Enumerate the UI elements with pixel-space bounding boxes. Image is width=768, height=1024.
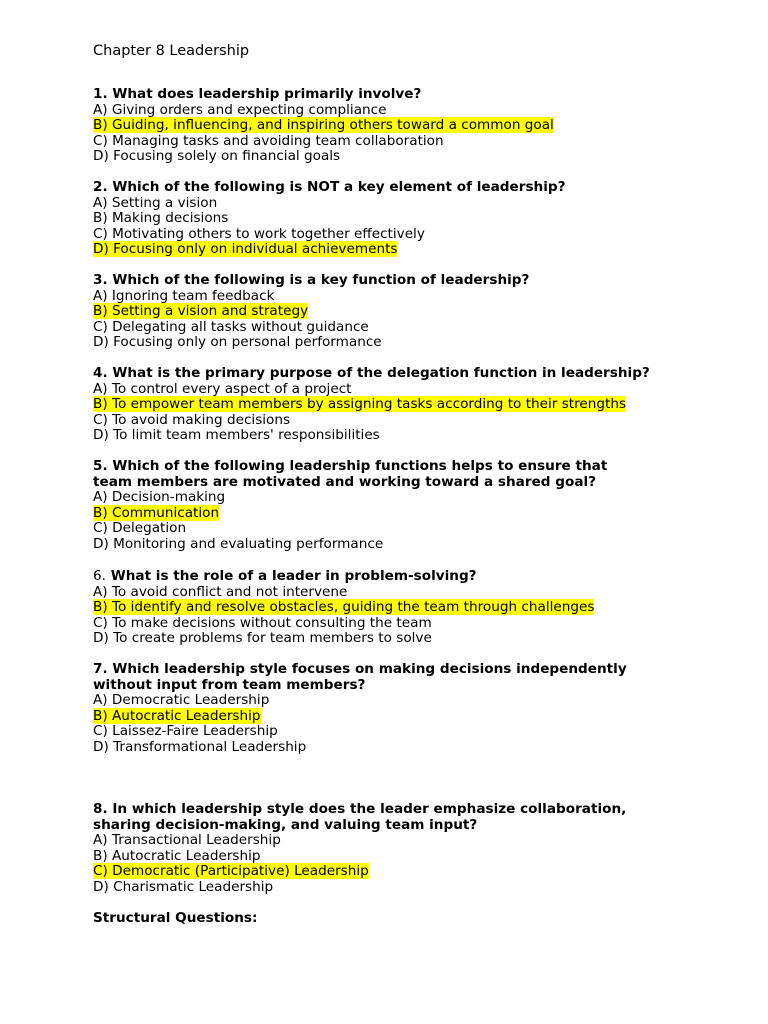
- answer-option: [93, 211, 713, 227]
- answer-option-text: A) Giving orders and expecting compliance: [93, 101, 387, 118]
- answer-option-highlighted: [93, 506, 713, 522]
- question-number: 5.: [93, 458, 108, 474]
- answer-option: [93, 693, 713, 709]
- answer-option-text: D) Focusing only on individual achievements: [93, 241, 398, 257]
- answer-option: [93, 196, 713, 212]
- answer-option-text: C) To make decisions without consulting the team: [93, 614, 432, 631]
- answer-option: [93, 616, 713, 632]
- answer-option-text: C) Motivating others to work together effectively: [93, 225, 425, 242]
- question-text: [93, 459, 713, 475]
- question-number: 3.: [93, 272, 108, 288]
- document-title: Chapter 8 Leadership: [93, 43, 250, 59]
- answer-option: [93, 103, 713, 119]
- answer-option: [93, 382, 713, 398]
- answer-option-text: D) To limit team members' responsibilities: [93, 427, 380, 443]
- question-4: [93, 366, 713, 444]
- question-text: [93, 273, 713, 289]
- answer-option-highlighted: [93, 118, 713, 134]
- answer-option-text: C) Laissez-Faire Leadership: [93, 723, 278, 739]
- question-5: [93, 459, 713, 552]
- question-text-line: What does leadership primarily involve?: [112, 86, 422, 102]
- question-8: [93, 802, 713, 895]
- question-text-line: What is the primary purpose of the delegation function in leadership?: [112, 365, 650, 381]
- answer-option-text: B) To identify and resolve obstacles, guiding the team through challenges: [93, 599, 595, 615]
- answer-option: [93, 849, 713, 865]
- question-text: [93, 569, 713, 585]
- answer-option: [93, 631, 713, 647]
- question-text: [93, 818, 713, 834]
- answer-option-text: A) To avoid conflict and not intervene: [93, 583, 348, 600]
- question-text-line: Which of the following is a key function of leadership?: [112, 272, 530, 288]
- answer-option: [93, 833, 713, 849]
- answer-option-text: C) Delegation: [93, 520, 187, 536]
- question-text: [93, 802, 713, 818]
- question-7: [93, 662, 713, 755]
- answer-option-highlighted: [93, 709, 713, 725]
- answer-option-text: D) Focusing only on personal performance: [93, 334, 382, 350]
- answer-option: [93, 724, 713, 740]
- answer-option: [93, 413, 713, 429]
- question-number: 8.: [93, 801, 108, 817]
- answer-option-text: D) Focusing solely on financial goals: [93, 148, 341, 164]
- answer-option-text: A) Decision-making: [93, 489, 226, 505]
- answer-option: [93, 428, 713, 444]
- answer-option: [93, 521, 713, 537]
- answer-option: [93, 134, 713, 150]
- question-text: [93, 475, 713, 491]
- question-number: 2.: [93, 179, 108, 195]
- question-number: 7.: [93, 661, 108, 677]
- answer-option: [93, 320, 713, 336]
- question-text-line: team members are motivated and working toward a shared goal?: [93, 473, 597, 490]
- question-text-line: Which of the following leadership functions helps to ensure that: [112, 458, 608, 474]
- question-text-line: What is the role of a leader in problem-solving?: [110, 568, 477, 584]
- answer-option: [93, 740, 713, 756]
- question-text: [93, 87, 713, 103]
- answer-option-text: C) Delegating all tasks without guidance: [93, 318, 369, 335]
- answer-option-highlighted: [93, 600, 713, 616]
- answer-option-text: B) To empower team members by assigning tasks according to their strengths: [93, 396, 627, 412]
- answer-option-text: A) Transactional Leadership: [93, 832, 281, 848]
- answer-option: [93, 289, 713, 305]
- question-text: [93, 662, 713, 678]
- answer-option-text: C) Managing tasks and avoiding team collaboration: [93, 132, 444, 149]
- answer-option-text: D) Monitoring and evaluating performance: [93, 535, 384, 552]
- answer-option-text: B) Making decisions: [93, 210, 229, 226]
- question-number: 6.: [93, 568, 106, 584]
- question-2: [93, 180, 713, 258]
- question-number: 4.: [93, 365, 108, 381]
- question-6: [93, 569, 713, 647]
- question-1: [93, 87, 713, 165]
- answer-option: [93, 335, 713, 351]
- answer-option-text: D) Transformational Leadership: [93, 738, 307, 755]
- answer-option-highlighted: [93, 304, 713, 320]
- answer-option-text: B) Autocratic Leadership: [93, 847, 261, 864]
- question-text: [93, 180, 713, 196]
- answer-option: [93, 537, 713, 553]
- answer-option-highlighted: [93, 864, 713, 880]
- answer-option: [93, 490, 713, 506]
- answer-option: [93, 585, 713, 601]
- answer-option-text: B) Communication: [93, 504, 220, 521]
- answer-option-text: A) Ignoring team feedback: [93, 287, 275, 304]
- answer-option: [93, 149, 713, 165]
- question-text-line: without input from team members?: [93, 676, 366, 693]
- answer-option-text: D) To create problems for team members to solve: [93, 630, 432, 646]
- question-3: [93, 273, 713, 351]
- answer-option: [93, 880, 713, 896]
- answer-option-text: B) Guiding, influencing, and inspiring others toward a common goal: [93, 117, 554, 133]
- question-text: [93, 366, 713, 382]
- answer-option-text: C) Democratic (Participative) Leadership: [93, 863, 369, 879]
- question-number: 1.: [93, 86, 108, 102]
- answer-option-text: B) Setting a vision and strategy: [93, 303, 309, 319]
- answer-option-highlighted: [93, 242, 713, 258]
- answer-option: [93, 227, 713, 243]
- section-heading: Structural Questions:: [93, 910, 258, 926]
- question-text: [93, 678, 713, 694]
- question-text-line: Which of the following is NOT a key element of leadership?: [112, 179, 566, 195]
- question-text-line: sharing decision-making, and valuing team input?: [93, 816, 478, 833]
- answer-option-text: B) Autocratic Leadership: [93, 707, 261, 724]
- answer-option-text: A) Democratic Leadership: [93, 692, 270, 708]
- question-text-line: In which leadership style does the leader emphasize collaboration,: [112, 801, 627, 817]
- question-text-line: Which leadership style focuses on making decisions independently: [112, 661, 627, 677]
- answer-option-text: C) To avoid making decisions: [93, 411, 291, 428]
- answer-option-highlighted: [93, 397, 713, 413]
- answer-option-text: A) To control every aspect of a project: [93, 380, 352, 397]
- answer-option-text: D) Charismatic Leadership: [93, 878, 274, 895]
- answer-option-text: A) Setting a vision: [93, 194, 218, 211]
